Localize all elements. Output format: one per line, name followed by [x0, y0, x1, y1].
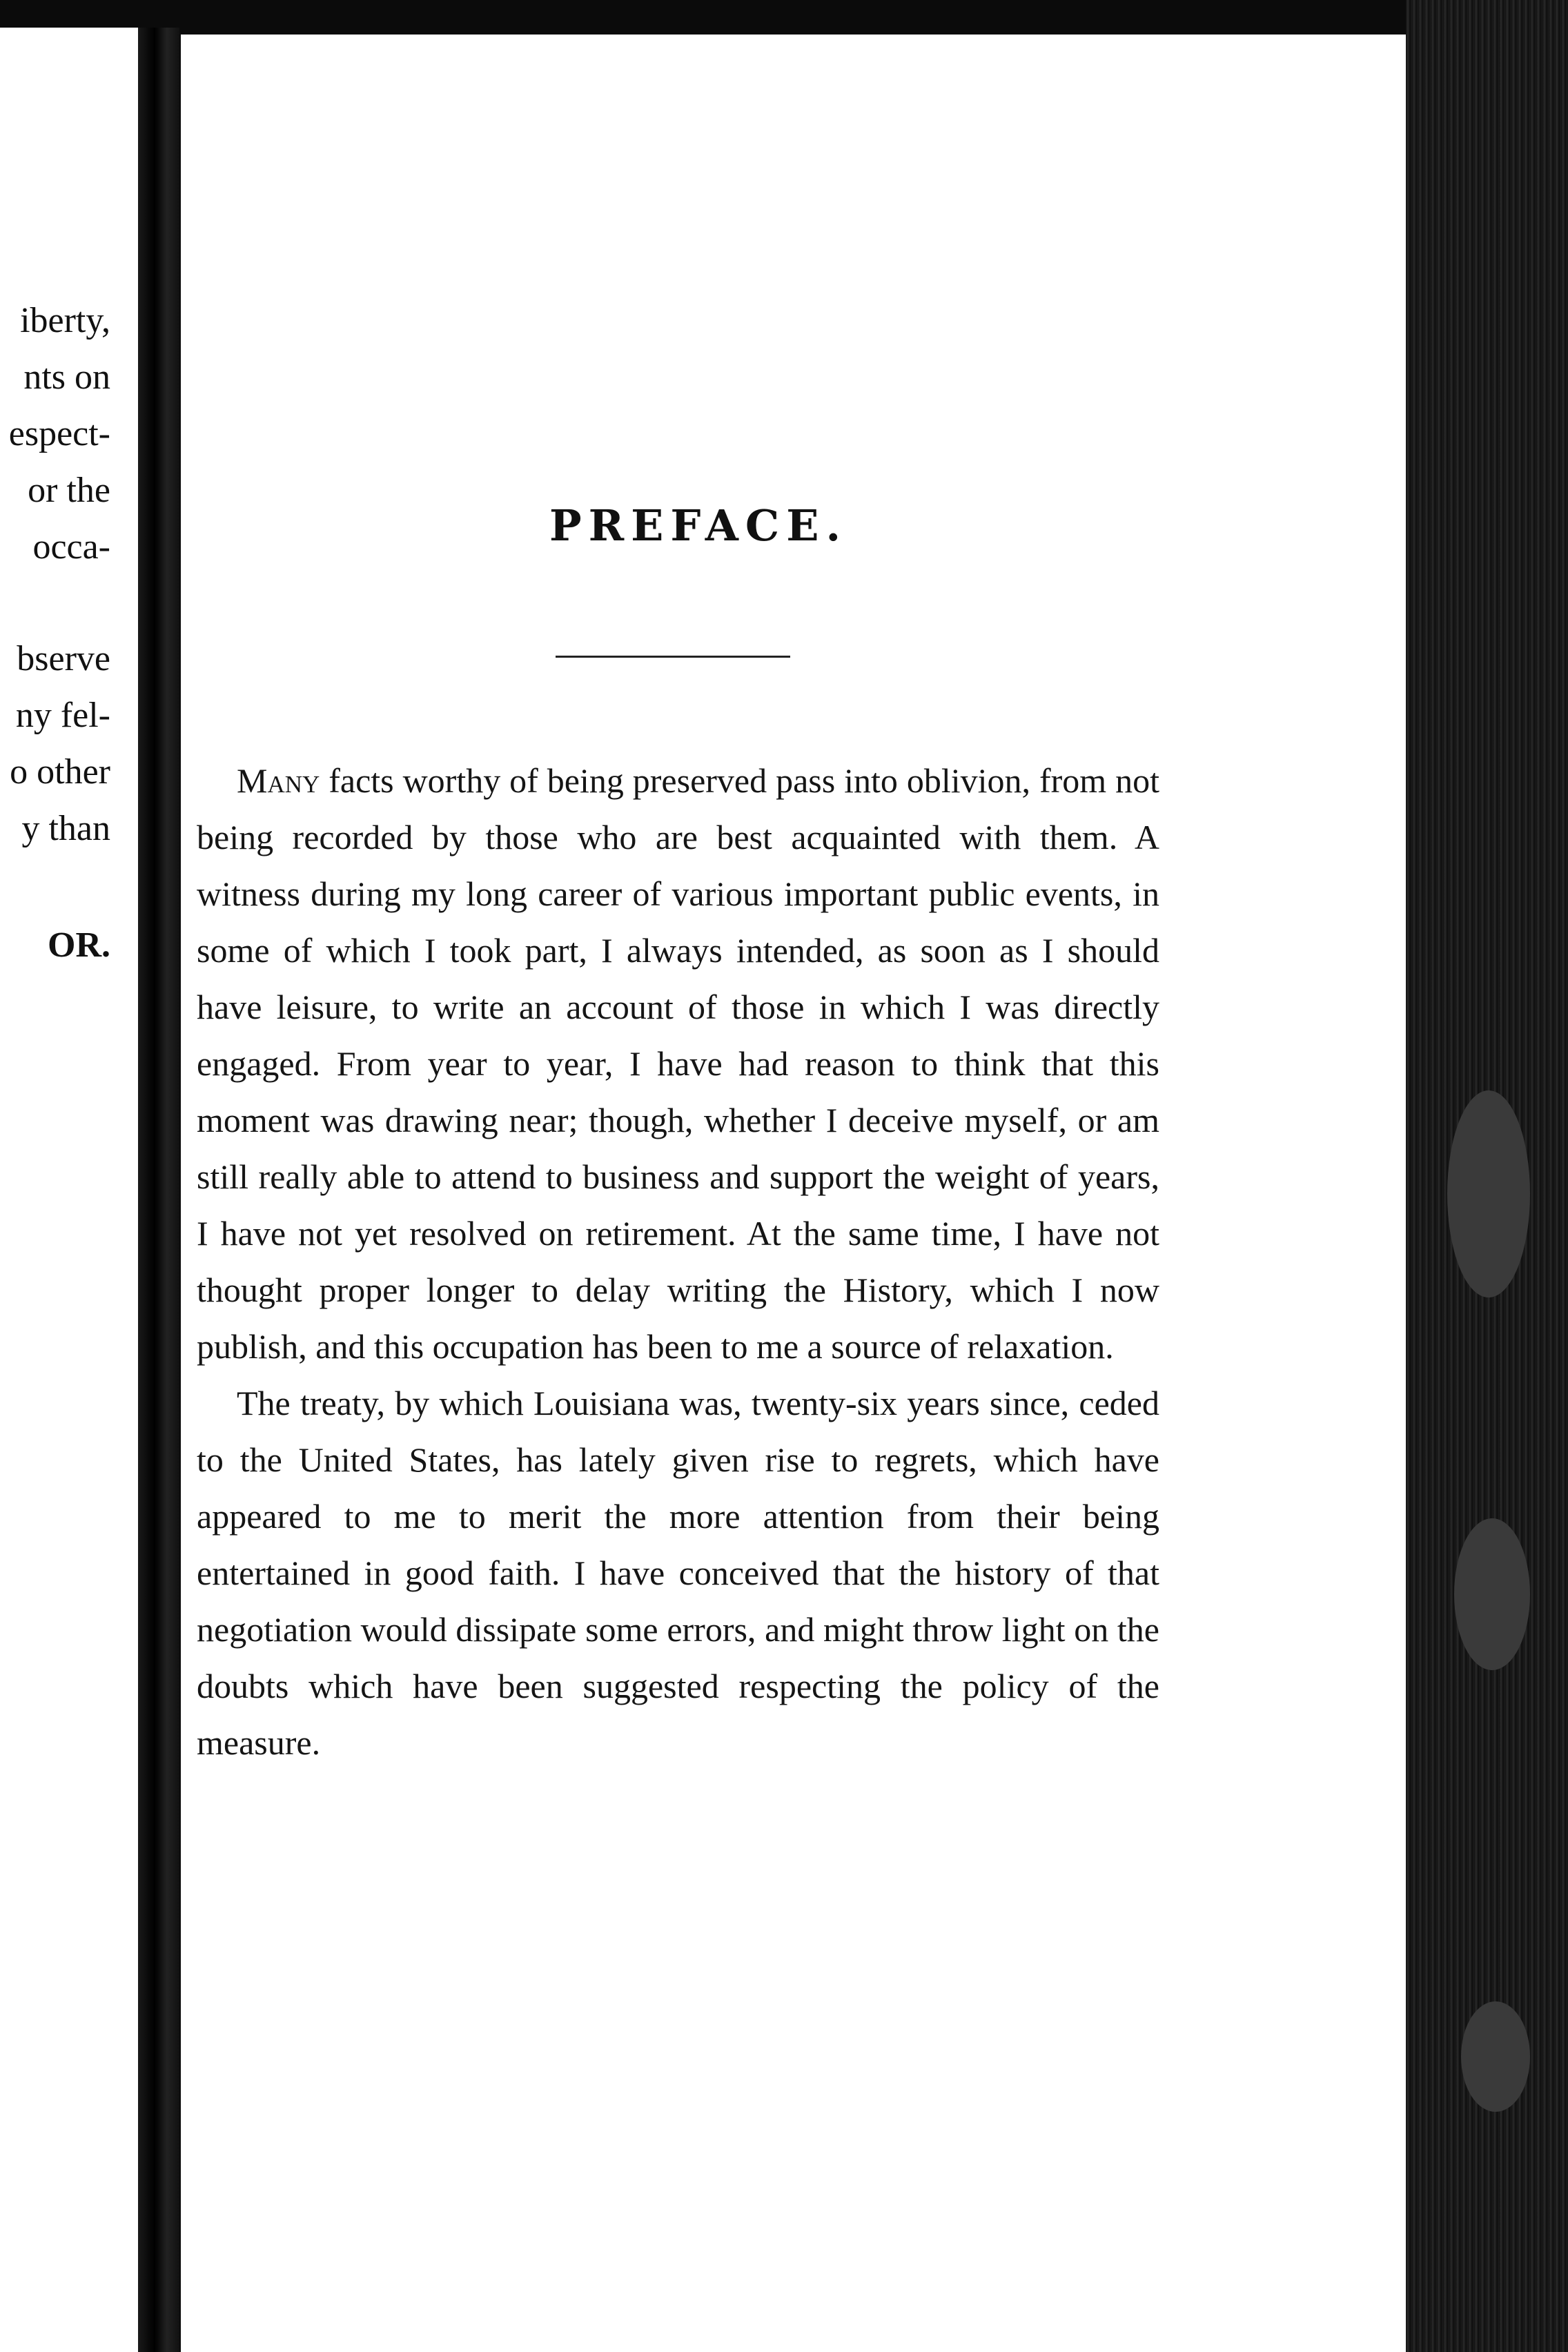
left-page-line: o other — [10, 752, 110, 792]
left-page-line: iberty, — [20, 301, 110, 340]
page-fore-edge — [1406, 0, 1568, 2352]
left-page-line: espect- — [8, 414, 110, 453]
heading-rule — [556, 656, 790, 658]
left-page-line: bserve — [17, 639, 110, 678]
body-text — [197, 752, 1159, 1771]
paragraph-text: The treaty, by which Louisiana was, twenty-six years since, ceded to the United States, has lately given rise to regrets, which have appeared to me to merit the more attention from their being entertained in good faith. I have conceived that the history of that negotiation would dissipate some errors, and might throw light on the doubts which have been suggested respecting the policy of the measure. — [197, 1384, 1159, 1762]
book-gutter — [138, 28, 179, 2352]
left-page-signature: OR. — [48, 925, 110, 965]
paragraph — [197, 752, 1159, 1375]
paragraph-lead: Many — [237, 761, 320, 800]
left-page-line: occa- — [32, 527, 110, 567]
paragraph-text: facts worthy of being preserved pass into oblivion, from not being recorded by those who are best acquainted with them. A witness during my long career of various important public events, in some of which I took part, I always intended, as soon as I should have leisure, to write an account of those in which I was directly engaged. From year to year, I have had reason to think that this moment was drawing near; though, whether I deceive myself, or am still really able to attend to business and support the weight of years, I have not yet resolved on retirement. At the same time, I have not thought proper longer to delay writing the History, which I now publish, and this occupation has been to me a source of relaxation. — [197, 761, 1159, 1366]
paragraph — [197, 1375, 1159, 1771]
left-facing-page — [0, 28, 138, 2352]
left-page-line: y than — [21, 809, 110, 848]
left-page-line: ny fel- — [15, 696, 110, 735]
left-page-line: nts on — [23, 357, 110, 397]
page-heading: PREFACE. — [549, 500, 848, 551]
left-page-line: or the — [28, 471, 110, 510]
